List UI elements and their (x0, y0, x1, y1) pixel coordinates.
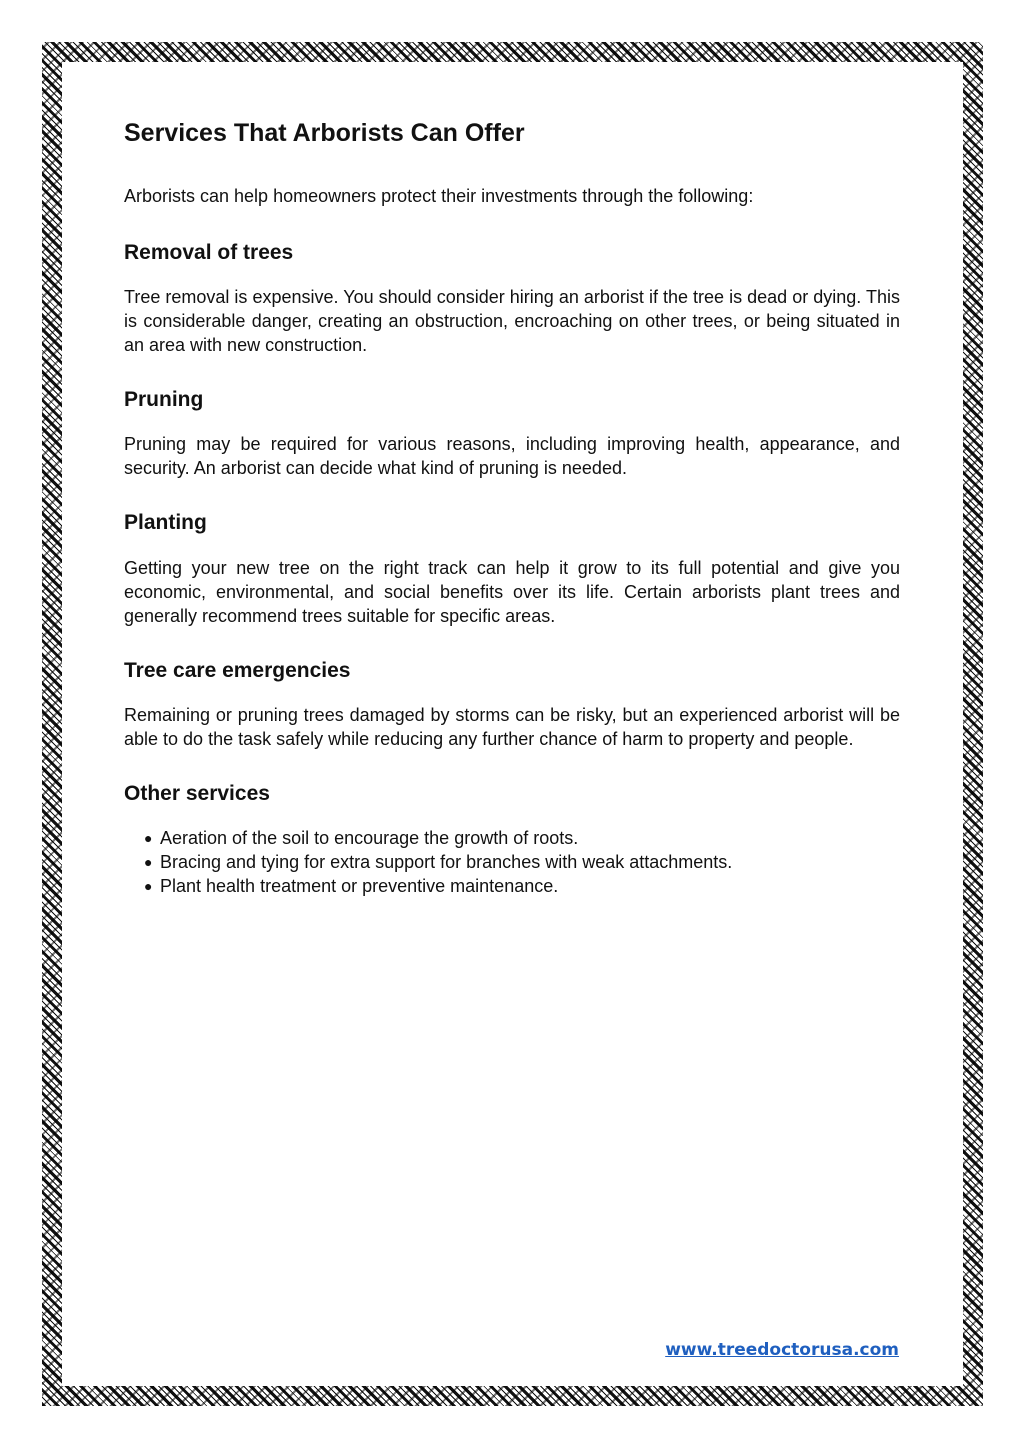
section-heading-other-services: Other services (124, 781, 270, 805)
bullet-icon: ● (144, 877, 153, 894)
section-heading-pruning: Pruning (124, 388, 204, 412)
section-body-removal: Tree removal is expensive. You should consider hiring an arborist if the tree is dead or dying. This is considerable danger, creating an obstruction, encroaching on other trees, or being situated in an area with new construction. (124, 287, 900, 356)
list-item-text: Aeration of the soil to encourage the growth of roots. (160, 827, 579, 848)
section-body-emergencies: Remaining or pruning trees damaged by storms can be risky, but an experienced arborist will be able to do the task safely while reducing any further chance of harm to property and people. (124, 704, 900, 749)
list-item (124, 826, 900, 850)
section-heading-emergencies: Tree care emergencies (124, 658, 351, 682)
bullet-icon: ● (144, 829, 153, 846)
list-item-text: Bracing and tying for extra support for branches with weak attachments. (160, 851, 733, 872)
intro-paragraph: Arborists can help homeowners protect their investments through the following: (124, 186, 754, 206)
list-item (124, 874, 900, 898)
list-item-text: Plant health treatment or preventive maintenance. (160, 875, 559, 896)
section-heading-planting: Planting (124, 511, 207, 535)
section-body-pruning: Pruning may be required for various reasons, including improving health, appearance, and security. An arborist can decide what kind of pruning is needed. (124, 434, 900, 479)
section-body-planting: Getting your new tree on the right track can help it grow to its full potential and give you economic, environmental, and social benefits over its life. Certain arborists plant trees and generally recommend trees suitable for specific areas. (124, 557, 900, 626)
bullet-icon: ● (144, 853, 153, 870)
page-title: Services That Arborists Can Offer (124, 119, 525, 147)
list-item (124, 850, 900, 874)
website-link[interactable]: www.treedoctorusa.com (665, 1340, 899, 1360)
other-services-list (124, 826, 900, 898)
section-heading-removal: Removal of trees (124, 241, 294, 264)
document-body (124, 118, 900, 898)
